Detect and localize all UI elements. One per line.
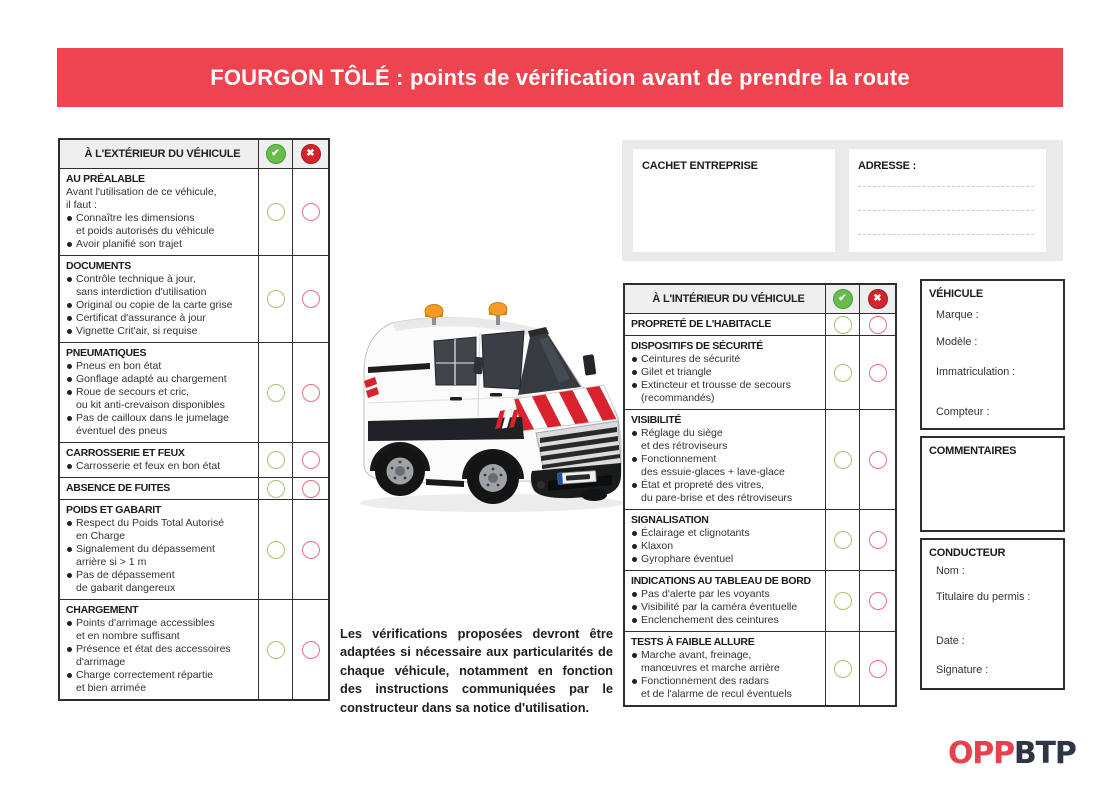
bullet-dot-icon xyxy=(67,303,72,308)
bullet-text: Extincteur et trousse de secours (recommandés) xyxy=(641,379,791,404)
bullet-text: Contrôle technique à jour, sans interdiction d'utilisation xyxy=(76,273,207,298)
exterior-checklist-table xyxy=(58,138,330,701)
ok-cell xyxy=(258,343,292,442)
bullet-dot-icon xyxy=(632,383,637,388)
bullet-dot-icon xyxy=(67,242,72,247)
right-mirror xyxy=(583,354,597,375)
ko-circle-checkbox[interactable] xyxy=(302,384,320,402)
bullet-text: Gyrophare éventuel xyxy=(641,553,734,565)
checklist-row xyxy=(625,509,895,570)
bullet-item xyxy=(631,553,823,566)
ok-cell xyxy=(258,443,292,477)
checklist-row xyxy=(60,599,328,699)
bullet-dot-icon xyxy=(67,521,72,526)
bullet-dot-icon xyxy=(632,653,637,658)
checklist-header-row xyxy=(625,285,895,313)
ko-cell xyxy=(859,571,895,631)
vehicle-info-box xyxy=(920,279,1065,430)
oppbtp-logo xyxy=(948,736,1076,771)
bullet-text: Pas de cailloux dans le jumelage éventuel des pneus xyxy=(76,412,229,437)
bullet-text: Pas d'alerte par les voyants xyxy=(641,588,770,600)
bullet-text: Éclairage et clignotants xyxy=(641,527,750,539)
form-field-label: Immatriculation : xyxy=(936,366,1016,378)
bullet-dot-icon xyxy=(67,377,72,382)
ok-cell xyxy=(258,478,292,499)
bullet-text: État et propreté des vitres, du pare-brise et des rétroviseurs xyxy=(641,479,793,504)
van-illustration xyxy=(334,270,638,528)
bullet-dot-icon xyxy=(632,357,637,362)
bullet-text: Fonctionnement des radars et de l'alarme de recul éventuels xyxy=(641,675,792,700)
ko-cell xyxy=(859,510,895,570)
ko-circle-checkbox[interactable] xyxy=(302,290,320,308)
address-write-line xyxy=(858,210,1034,211)
bullet-dot-icon xyxy=(632,679,637,684)
ko-circle-checkbox[interactable] xyxy=(302,641,320,659)
bullet-text: Carrosserie et feux en bon état xyxy=(76,460,221,472)
ko-circle-checkbox[interactable] xyxy=(302,541,320,559)
bullet-text: Charge correctement répartie et bien arrimée xyxy=(76,669,214,694)
bullet-item xyxy=(66,569,256,595)
ko-circle-checkbox[interactable] xyxy=(869,531,887,549)
bullet-dot-icon xyxy=(632,618,637,623)
ko-cell xyxy=(292,256,328,342)
checklist-item xyxy=(60,443,258,477)
ok-circle-checkbox[interactable] xyxy=(267,451,285,469)
bullet-dot-icon xyxy=(632,531,637,536)
ok-cell xyxy=(258,600,292,699)
checklist-row xyxy=(625,335,895,409)
address-box xyxy=(849,149,1046,252)
bullet-item xyxy=(631,527,823,540)
checklist-header-label: À L'EXTÉRIEUR DU VÉHICULE xyxy=(84,148,241,160)
ko-cell xyxy=(292,500,328,599)
bullet-item xyxy=(66,517,256,543)
ok-cell xyxy=(258,256,292,342)
checklist-row xyxy=(625,631,895,705)
bullet-text: Original ou copie de la carte grise xyxy=(76,299,233,311)
ko-circle-checkbox[interactable] xyxy=(302,480,320,498)
cross-column-header xyxy=(292,140,328,168)
checklist-item-title: VISIBILITÉ xyxy=(631,414,682,426)
checklist-header-label: À L'INTÉRIEUR DU VÉHICULE xyxy=(652,293,805,305)
comments-box-title: COMMENTAIRES xyxy=(929,445,1017,457)
bullet-item xyxy=(66,460,256,473)
comments-box xyxy=(920,436,1065,532)
ok-circle-checkbox[interactable] xyxy=(267,641,285,659)
checklist-item-title: SIGNALISATION xyxy=(631,514,709,526)
ok-cell xyxy=(825,510,859,570)
checklist-row xyxy=(60,255,328,342)
bullet-item xyxy=(631,479,823,505)
check-column-header xyxy=(258,140,292,168)
bullet-item xyxy=(66,299,256,312)
check-circle-icon: ✔ xyxy=(833,289,853,309)
bullet-item xyxy=(66,543,256,569)
form-field-label: Date : xyxy=(936,635,965,647)
bullet-text: Avoir planifié son trajet xyxy=(76,238,183,250)
form-field-label: Compteur : xyxy=(936,406,990,418)
bullet-item xyxy=(66,360,256,373)
checklist-item-title: DOCUMENTS xyxy=(66,260,131,272)
checklist-item-title: AU PRÉALABLE xyxy=(66,173,145,185)
checklist-item xyxy=(60,343,258,442)
bullet-text: Présence et état des accessoires d'arrimage xyxy=(76,643,231,668)
ko-circle-checkbox[interactable] xyxy=(869,592,887,610)
checklist-item-title: DISPOSITIFS DE SÉCURITÉ xyxy=(631,340,763,352)
bullet-dot-icon xyxy=(632,370,637,375)
bullet-item xyxy=(631,588,823,601)
ko-cell xyxy=(859,336,895,409)
logo-part-opp: OPP xyxy=(948,736,1014,771)
cachet-label: CACHET ENTREPRISE xyxy=(642,160,758,172)
bullet-dot-icon xyxy=(67,390,72,395)
ko-cell xyxy=(859,632,895,705)
ok-circle-checkbox[interactable] xyxy=(834,592,852,610)
bullet-item xyxy=(66,643,256,669)
bullet-text: Vignette Crit'air, si requise xyxy=(76,325,198,337)
bullet-item xyxy=(631,649,823,675)
checklist-row xyxy=(60,168,328,255)
bullet-text: Certificat d'assurance à jour xyxy=(76,312,206,324)
ok-circle-checkbox[interactable] xyxy=(834,364,852,382)
bullet-dot-icon xyxy=(67,316,72,321)
bullet-text: Marche avant, freinage, manœuvres et marche arrière xyxy=(641,649,780,674)
bullet-dot-icon xyxy=(632,557,637,562)
bullet-dot-icon xyxy=(632,431,637,436)
checklist-item xyxy=(625,632,825,705)
checklist-row xyxy=(625,313,895,335)
bullet-item xyxy=(66,373,256,386)
vehicle-fields xyxy=(922,309,1063,419)
checklist-item xyxy=(60,600,258,699)
checklist-item-title: CHARGEMENT xyxy=(66,604,139,616)
ko-circle-checkbox[interactable] xyxy=(302,203,320,221)
note-paragraph: Les vérifications proposées devront être adaptées si nécessaire aux particularités de chaque véhicule, notamment en fonction des instructions communiquées par le constructeur dans sa notice d'utilisation. xyxy=(340,625,613,715)
check-column-header xyxy=(825,285,859,313)
logo-part-btp: BTP xyxy=(1013,736,1076,771)
form-field-label: Nom : xyxy=(936,565,965,577)
bullet-dot-icon xyxy=(67,364,72,369)
checklist-item-intro: Avant l'utilisation de ce véhicule, il faut : xyxy=(66,186,217,211)
bullet-item xyxy=(66,325,256,338)
checklist-row xyxy=(60,442,328,477)
ko-cell xyxy=(292,443,328,477)
bullet-text: Enclenchement des ceintures xyxy=(641,614,779,626)
checklist-item-title: POIDS ET GABARIT xyxy=(66,504,161,516)
ko-circle-checkbox[interactable] xyxy=(869,451,887,469)
bullet-dot-icon xyxy=(632,592,637,597)
ok-cell xyxy=(825,410,859,509)
ok-circle-checkbox[interactable] xyxy=(267,384,285,402)
bullet-dot-icon xyxy=(67,547,72,552)
checklist-item-title: INDICATIONS AU TABLEAU DE BORD xyxy=(631,575,811,587)
bullet-text: Connaître les dimensions et poids autorisés du véhicule xyxy=(76,212,215,237)
bullet-text: Pas de dépassement de gabarit dangereux xyxy=(76,569,176,594)
ok-cell xyxy=(825,571,859,631)
bullet-text: Points d'arrimage accessibles et en nombre suffisant xyxy=(76,617,215,642)
vehicle-box-title: VÉHICULE xyxy=(929,288,984,300)
bullet-item xyxy=(631,675,823,701)
ok-cell xyxy=(825,336,859,409)
left-mirror xyxy=(473,357,484,375)
checklist-item xyxy=(60,256,258,342)
checklist-row xyxy=(60,477,328,499)
ok-cell xyxy=(825,314,859,335)
ko-cell xyxy=(859,314,895,335)
bullet-dot-icon xyxy=(67,277,72,282)
bullet-item xyxy=(66,412,256,438)
bullet-dot-icon xyxy=(632,457,637,462)
checklist-item-title: ABSENCE DE FUITES xyxy=(66,482,170,494)
checklist-item xyxy=(60,500,258,599)
ko-circle-checkbox[interactable] xyxy=(302,451,320,469)
checklist-row xyxy=(60,342,328,442)
checklist-item xyxy=(625,314,825,335)
cross-column-header xyxy=(859,285,895,313)
ok-circle-checkbox[interactable] xyxy=(834,660,852,678)
bullet-text: Visibilité par la caméra éventuelle xyxy=(641,601,798,613)
ko-cell xyxy=(292,169,328,255)
bullet-text: Pneus en bon état xyxy=(76,360,162,372)
checklist-item xyxy=(625,510,825,570)
checklist-row xyxy=(625,409,895,509)
bullet-dot-icon xyxy=(632,605,637,610)
company-stamp-box xyxy=(633,149,835,252)
bullet-dot-icon xyxy=(67,673,72,678)
checklist-row xyxy=(625,570,895,631)
bullet-dot-icon xyxy=(67,621,72,626)
ko-circle-checkbox[interactable] xyxy=(869,316,887,334)
checklist-item-title: PROPRETÉ DE L'HABITACLE xyxy=(631,318,772,330)
page-title: FOURGON TÔLÉ : points de vérification avant de prendre la route xyxy=(210,64,910,90)
cross-circle-icon: ✖ xyxy=(868,289,888,309)
title-banner xyxy=(57,48,1063,107)
bullet-dot-icon xyxy=(67,329,72,334)
bullet-item xyxy=(66,273,256,299)
bullet-text: Klaxon xyxy=(641,540,674,552)
address-write-line xyxy=(858,234,1034,235)
driver-info-box xyxy=(920,538,1065,690)
ok-circle-checkbox[interactable] xyxy=(267,203,285,221)
bullet-text: Fonctionnement des essuie-glaces + lave-glace xyxy=(641,453,785,478)
ok-circle-checkbox[interactable] xyxy=(267,541,285,559)
bullet-item xyxy=(66,669,256,695)
checklist-item xyxy=(625,336,825,409)
bullet-item xyxy=(66,212,256,238)
address-label: ADRESSE : xyxy=(858,160,917,172)
bullet-item xyxy=(66,312,256,325)
bullet-text: Roue de secours et cric, ou kit anti-crevaison disponibles xyxy=(76,386,225,411)
bullet-text: Réglage du siège et des rétroviseurs xyxy=(641,427,728,452)
ok-circle-checkbox[interactable] xyxy=(267,480,285,498)
checklist-item xyxy=(60,169,258,255)
bullet-text: Gonflage adapté au chargement xyxy=(76,373,227,385)
ok-circle-checkbox[interactable] xyxy=(834,531,852,549)
bullet-item xyxy=(631,366,823,379)
ko-cell xyxy=(859,410,895,509)
ok-cell xyxy=(825,632,859,705)
form-field-label: Marque : xyxy=(936,309,979,321)
address-lines xyxy=(849,186,1046,235)
ok-circle-checkbox[interactable] xyxy=(834,451,852,469)
checklist-item-title: TESTS À FAIBLE ALLURE xyxy=(631,636,755,648)
bullet-item xyxy=(631,453,823,479)
license-plate xyxy=(558,471,597,485)
bullet-item xyxy=(631,379,823,405)
bullet-text: Ceintures de sécurité xyxy=(641,353,741,365)
address-write-line xyxy=(858,186,1034,187)
bullet-dot-icon xyxy=(67,573,72,578)
bullet-item xyxy=(631,601,823,614)
driver-box-title: CONDUCTEUR xyxy=(929,547,1006,559)
bullet-item xyxy=(66,617,256,643)
driver-fields xyxy=(922,565,1063,677)
ko-circle-checkbox[interactable] xyxy=(869,364,887,382)
ko-cell xyxy=(292,478,328,499)
check-circle-icon: ✔ xyxy=(266,144,286,164)
bullet-item xyxy=(631,353,823,366)
bullet-text: Gilet et triangle xyxy=(641,366,712,378)
form-field-label: Titulaire du permis : xyxy=(936,591,1031,603)
bullet-dot-icon xyxy=(67,216,72,221)
bullet-text: Respect du Poids Total Autorisé en Charge xyxy=(76,517,225,542)
form-field-label: Modèle : xyxy=(936,336,978,348)
ok-cell xyxy=(258,169,292,255)
form-field-label: Signature : xyxy=(936,664,989,676)
ko-cell xyxy=(292,343,328,442)
bullet-dot-icon xyxy=(632,544,637,549)
bullet-dot-icon xyxy=(67,416,72,421)
checklist-header-row xyxy=(60,140,328,168)
ko-cell xyxy=(292,600,328,699)
bullet-dot-icon xyxy=(67,647,72,652)
checklist-item xyxy=(625,571,825,631)
ok-cell xyxy=(258,500,292,599)
bullet-item xyxy=(631,427,823,453)
bullet-dot-icon xyxy=(67,464,72,469)
cross-circle-icon: ✖ xyxy=(301,144,321,164)
ok-circle-checkbox[interactable] xyxy=(267,290,285,308)
ko-circle-checkbox[interactable] xyxy=(869,660,887,678)
interior-checklist-table xyxy=(623,283,897,707)
checklist-item-title: CARROSSERIE ET FEUX xyxy=(66,447,185,459)
bullet-item xyxy=(631,614,823,627)
company-stamp-panel xyxy=(622,140,1063,261)
checklist-item xyxy=(60,478,258,499)
bullet-dot-icon xyxy=(632,483,637,488)
bullet-item xyxy=(631,540,823,553)
bullet-text: Signalement du dépassement arrière si > 1 m xyxy=(76,543,215,568)
bullet-item xyxy=(66,386,256,412)
checklist-item-title: PNEUMATIQUES xyxy=(66,347,147,359)
bullet-item xyxy=(66,238,256,251)
checklist-item xyxy=(625,410,825,509)
ok-circle-checkbox[interactable] xyxy=(834,316,852,334)
checklist-row xyxy=(60,499,328,599)
